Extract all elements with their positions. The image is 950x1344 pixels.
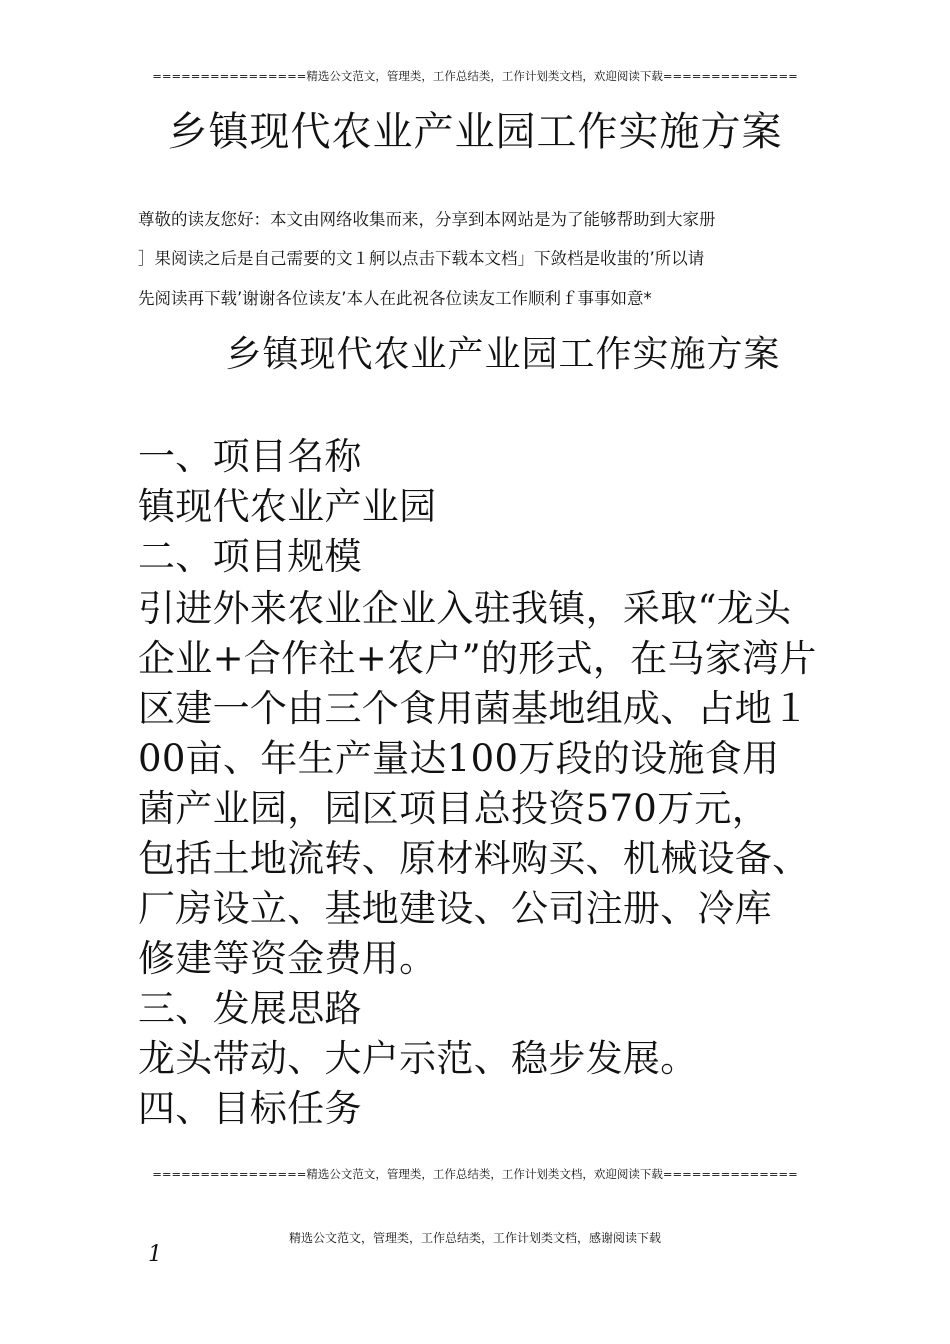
section-heading: 二、项目规模 bbox=[138, 535, 362, 578]
header-banner: ================精选公文范文，管理类，工作总结类，工作计划类文档，欢迎阅读下载============== bbox=[152, 69, 798, 83]
body-text-line: 菌产业园，园区项目总投资570万元， bbox=[138, 787, 770, 830]
intro-line: ］果阅读之后是自己需要的文１舸以点击下载本文档」下敛档是收蚩的’所以请 bbox=[138, 249, 705, 268]
footer-text: 精选公文范文，管理类，工作总结类，工作计划类文档，感谢阅读下载 bbox=[288, 1231, 661, 1245]
section-heading: 三、发展思路 bbox=[138, 987, 362, 1030]
section-heading: 一、项目名称 bbox=[138, 435, 362, 478]
body-text-line: 修建等资金费用。 bbox=[138, 937, 437, 980]
body-text-line: 00亩、年生产量达100万段的设施食用 bbox=[138, 737, 780, 780]
document-subtitle: 乡镇现代农业产业园工作实施方案 bbox=[225, 334, 781, 375]
body-text-line: 包括土地流转、原材料购买、机械设备、 bbox=[138, 837, 810, 880]
body-text-line: 区建一个由三个食用菌基地组成、占地１ bbox=[138, 687, 810, 730]
intro-line: 先阅读再下载’谢谢各位读友’本人在此祝各位读友工作顺利ｆ事事如意* bbox=[138, 289, 652, 308]
body-text-line: 厂房设立、基地建设、公司注册、冷库 bbox=[138, 887, 773, 930]
body-text-line: 引进外来农业企业入驻我镇，采取“龙头 bbox=[138, 587, 792, 630]
intro-line: 尊敬的读友您好：本文由网络收集而来，分享到本网站是为了能够帮助到大家册 bbox=[138, 210, 716, 229]
footer-banner: ================精选公文范文，管理类，工作总结类，工作计划类文档，欢迎阅读下载============== bbox=[152, 1167, 798, 1181]
body-text-line: 企业+合作社+农户”的形式，在马家湾片 bbox=[138, 637, 817, 680]
section-heading: 四、目标任务 bbox=[138, 1087, 362, 1130]
body-text-line: 镇现代农业产业园 bbox=[138, 485, 437, 528]
page-number: 1 bbox=[148, 1242, 162, 1267]
document-title: 乡镇现代农业产业园工作实施方案 bbox=[167, 109, 783, 155]
body-text-line: 龙头带动、大户示范、稳步发展。 bbox=[138, 1037, 698, 1080]
